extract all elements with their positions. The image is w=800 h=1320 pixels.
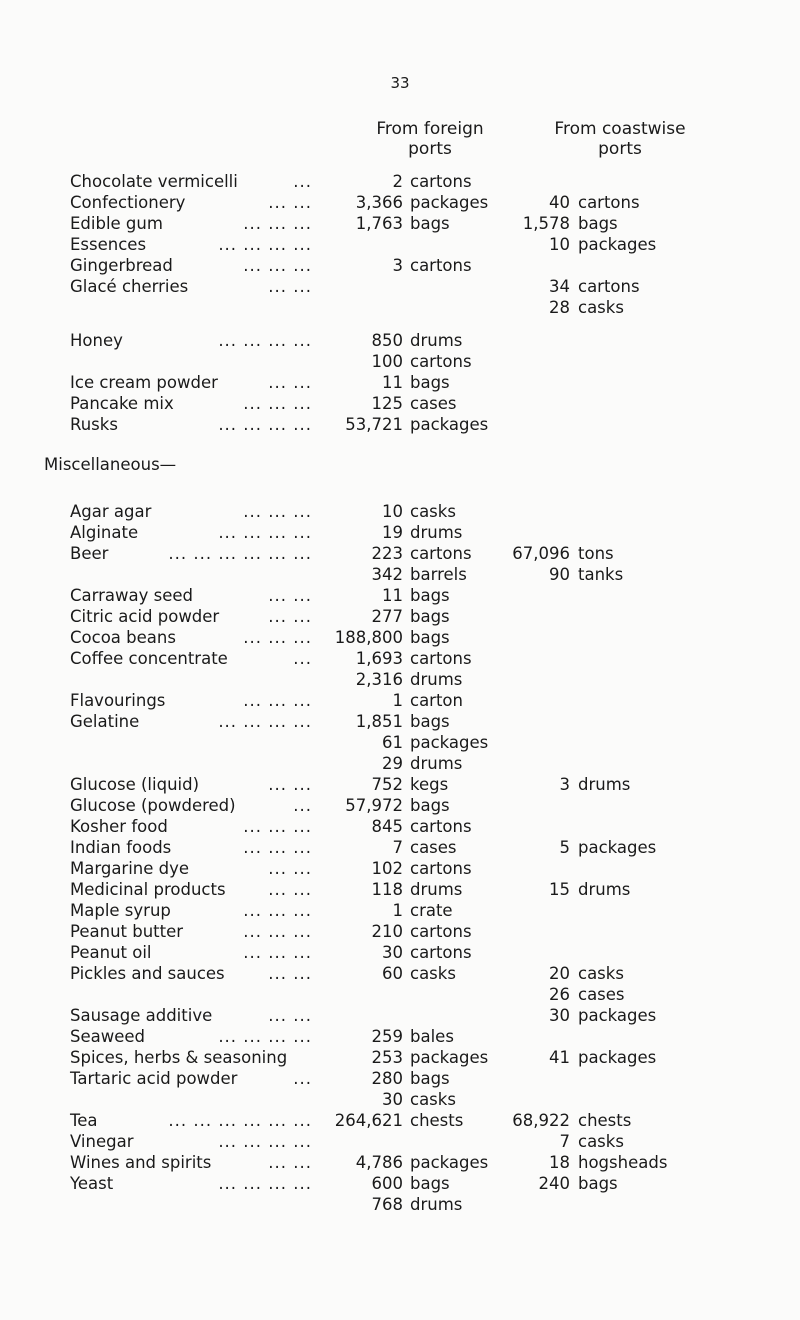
- foreign-unit: drums: [410, 331, 463, 350]
- leader-dots: ... ... ...: [243, 628, 312, 647]
- foreign-quantity: 768: [371, 1195, 403, 1214]
- foreign-unit: cartons: [410, 172, 472, 191]
- table-row: [0, 963, 800, 984]
- foreign-quantity: 210: [371, 922, 403, 941]
- item-label: Glucose (liquid): [70, 775, 200, 794]
- foreign-quantity: 19: [382, 523, 403, 542]
- foreign-quantity: 11: [382, 373, 403, 392]
- coastwise-unit: casks: [578, 1132, 624, 1151]
- coastwise-quantity: 30: [549, 1006, 570, 1025]
- leader-dots: ... ...: [268, 964, 312, 983]
- foreign-unit: cartons: [410, 256, 472, 275]
- foreign-quantity: 188,800: [334, 628, 403, 647]
- leader-dots: ... ... ...: [243, 943, 312, 962]
- leader-dots: ... ... ...: [243, 394, 312, 413]
- table-row: [0, 858, 800, 879]
- header-coastwise-ports: From coastwise ports: [554, 119, 686, 159]
- item-label: Medicinal products: [70, 880, 226, 899]
- coastwise-unit: chests: [578, 1111, 632, 1130]
- section-heading: Miscellaneous—: [44, 455, 177, 474]
- leader-dots: ...: [293, 796, 312, 815]
- coastwise-quantity: 1,578: [522, 214, 570, 233]
- leader-dots: ...: [293, 1069, 312, 1088]
- foreign-quantity: 752: [371, 775, 403, 794]
- table-row: [0, 585, 800, 606]
- leader-dots: ... ...: [268, 880, 312, 899]
- coastwise-unit: cases: [578, 985, 625, 1004]
- coastwise-quantity: 3: [559, 775, 570, 794]
- foreign-unit: drums: [410, 670, 463, 689]
- coastwise-unit: packages: [578, 1048, 657, 1067]
- leader-dots: ... ... ... ...: [218, 235, 312, 254]
- coastwise-unit: hogsheads: [578, 1153, 668, 1172]
- coastwise-quantity: 7: [559, 1132, 570, 1151]
- leader-dots: ... ... ...: [243, 922, 312, 941]
- foreign-quantity: 118: [371, 880, 403, 899]
- foreign-quantity: 60: [382, 964, 403, 983]
- foreign-quantity: 2,316: [355, 670, 403, 689]
- item-label: Cocoa beans: [70, 628, 176, 647]
- leader-dots: ... ... ...: [243, 691, 312, 710]
- item-label: Alginate: [70, 523, 139, 542]
- table-row: [0, 1194, 800, 1215]
- item-label: Kosher food: [70, 817, 168, 836]
- coastwise-quantity: 34: [549, 277, 570, 296]
- leader-dots: ... ... ... ...: [218, 1132, 312, 1151]
- leader-dots: ... ...: [268, 277, 312, 296]
- item-label: Seaweed: [70, 1027, 146, 1046]
- coastwise-quantity: 41: [549, 1048, 570, 1067]
- item-label: Edible gum: [70, 214, 163, 233]
- foreign-unit: packages: [410, 193, 489, 212]
- foreign-quantity: 259: [371, 1027, 403, 1046]
- table-row: [0, 1026, 800, 1047]
- table-row: [0, 234, 800, 255]
- table-row: [0, 942, 800, 963]
- coastwise-unit: bags: [578, 1174, 618, 1193]
- table-row: [0, 1131, 800, 1152]
- foreign-unit: bags: [410, 373, 450, 392]
- foreign-unit: bags: [410, 607, 450, 626]
- leader-dots: ... ... ... ...: [218, 1027, 312, 1046]
- foreign-quantity: 264,621: [334, 1111, 403, 1130]
- table-row: [0, 669, 800, 690]
- foreign-unit: packages: [410, 1153, 489, 1172]
- page-number: 33: [390, 74, 410, 92]
- coastwise-quantity: 20: [549, 964, 570, 983]
- foreign-quantity: 850: [371, 331, 403, 350]
- foreign-quantity: 61: [382, 733, 403, 752]
- foreign-quantity: 100: [371, 352, 403, 371]
- coastwise-unit: tanks: [578, 565, 624, 584]
- item-label: Gelatine: [70, 712, 140, 731]
- foreign-quantity: 1,851: [355, 712, 403, 731]
- table-row: [0, 213, 800, 234]
- foreign-unit: casks: [410, 964, 456, 983]
- item-label: Rusks: [70, 415, 118, 434]
- foreign-unit: bags: [410, 628, 450, 647]
- item-label: Peanut butter: [70, 922, 184, 941]
- foreign-quantity: 3,366: [355, 193, 403, 212]
- foreign-quantity: 11: [382, 586, 403, 605]
- leader-dots: ... ... ... ...: [218, 1174, 312, 1193]
- coastwise-unit: drums: [578, 775, 631, 794]
- item-label: Yeast: [70, 1174, 114, 1193]
- table-row: [0, 921, 800, 942]
- table-row: [0, 297, 800, 318]
- leader-dots: ... ...: [268, 1006, 312, 1025]
- foreign-quantity: 280: [371, 1069, 403, 1088]
- item-label: Pickles and sauces: [70, 964, 225, 983]
- leader-dots: ... ... ...: [243, 502, 312, 521]
- foreign-quantity: 600: [371, 1174, 403, 1193]
- table-row: [0, 372, 800, 393]
- foreign-unit: cartons: [410, 922, 472, 941]
- coastwise-quantity: 240: [538, 1174, 570, 1193]
- foreign-quantity: 10: [382, 502, 403, 521]
- coastwise-unit: tons: [578, 544, 614, 563]
- leader-dots: ... ...: [268, 859, 312, 878]
- item-label: Glacé cherries: [70, 277, 189, 296]
- coastwise-unit: casks: [578, 964, 624, 983]
- leader-dots: ...: [293, 172, 312, 191]
- coastwise-quantity: 10: [549, 235, 570, 254]
- foreign-quantity: 7: [392, 838, 403, 857]
- table-row: [0, 330, 800, 351]
- foreign-quantity: 102: [371, 859, 403, 878]
- leader-dots: ... ... ... ... ... ...: [168, 1111, 312, 1130]
- table-row: [0, 648, 800, 669]
- leader-dots: ... ...: [268, 1153, 312, 1172]
- foreign-unit: packages: [410, 733, 489, 752]
- foreign-quantity: 4,786: [355, 1153, 403, 1172]
- table-row: [0, 564, 800, 585]
- foreign-quantity: 3: [392, 256, 403, 275]
- foreign-quantity: 223: [371, 544, 403, 563]
- foreign-quantity: 1: [392, 691, 403, 710]
- table-row: [0, 837, 800, 858]
- foreign-quantity: 29: [382, 754, 403, 773]
- coastwise-unit: casks: [578, 298, 624, 317]
- coastwise-unit: packages: [578, 838, 657, 857]
- item-label: Chocolate vermicelli: [70, 172, 238, 191]
- table-row: [0, 732, 800, 753]
- foreign-quantity: 253: [371, 1048, 403, 1067]
- foreign-quantity: 1: [392, 901, 403, 920]
- item-label: Carraway seed: [70, 586, 194, 605]
- leader-dots: ... ...: [268, 373, 312, 392]
- item-label: Tartaric acid powder: [70, 1069, 238, 1088]
- item-label: Spices, herbs & seasoning: [70, 1048, 288, 1067]
- foreign-quantity: 30: [382, 943, 403, 962]
- coastwise-unit: cartons: [578, 277, 640, 296]
- header-foreign-ports: From foreign ports: [376, 119, 484, 159]
- foreign-unit: drums: [410, 523, 463, 542]
- item-label: Wines and spirits: [70, 1153, 212, 1172]
- table-row: [0, 1089, 800, 1110]
- coastwise-quantity: 67,096: [512, 544, 570, 563]
- item-label: Tea: [70, 1111, 98, 1130]
- foreign-quantity: 845: [371, 817, 403, 836]
- table-row: [0, 606, 800, 627]
- item-label: Indian foods: [70, 838, 172, 857]
- foreign-unit: cartons: [410, 649, 472, 668]
- item-label: Confectionery: [70, 193, 186, 212]
- foreign-unit: bales: [410, 1027, 454, 1046]
- leader-dots: ... ...: [268, 586, 312, 605]
- leader-dots: ... ... ...: [243, 838, 312, 857]
- leader-dots: ... ... ... ...: [218, 415, 312, 434]
- coastwise-quantity: 5: [559, 838, 570, 857]
- item-label: Sausage additive: [70, 1006, 213, 1025]
- coastwise-unit: packages: [578, 1006, 657, 1025]
- item-label: Peanut oil: [70, 943, 152, 962]
- foreign-unit: packages: [410, 1048, 489, 1067]
- table-row: [0, 501, 800, 522]
- foreign-quantity: 125: [371, 394, 403, 413]
- table-row: [0, 1047, 800, 1068]
- item-label: Gingerbread: [70, 256, 173, 275]
- table-row: [0, 1152, 800, 1173]
- foreign-unit: bags: [410, 214, 450, 233]
- foreign-quantity: 277: [371, 607, 403, 626]
- item-label: Agar agar: [70, 502, 152, 521]
- item-label: Maple syrup: [70, 901, 171, 920]
- item-label: Vinegar: [70, 1132, 134, 1151]
- table-row: [0, 690, 800, 711]
- foreign-unit: drums: [410, 1195, 463, 1214]
- coastwise-quantity: 15: [549, 880, 570, 899]
- item-label: Pancake mix: [70, 394, 174, 413]
- leader-dots: ... ... ... ...: [218, 712, 312, 731]
- item-label: Flavourings: [70, 691, 166, 710]
- import-table: [0, 171, 800, 1215]
- foreign-unit: carton: [410, 691, 463, 710]
- foreign-quantity: 342: [371, 565, 403, 584]
- foreign-unit: cartons: [410, 943, 472, 962]
- table-row: [0, 1110, 800, 1131]
- coastwise-quantity: 40: [549, 193, 570, 212]
- item-label: Coffee concentrate: [70, 649, 228, 668]
- foreign-unit: bags: [410, 586, 450, 605]
- table-row: [0, 879, 800, 900]
- item-label: Citric acid powder: [70, 607, 220, 626]
- item-label: Ice cream powder: [70, 373, 218, 392]
- foreign-unit: cases: [410, 394, 457, 413]
- coastwise-quantity: 68,922: [512, 1111, 570, 1130]
- table-row: [0, 1005, 800, 1026]
- foreign-unit: drums: [410, 880, 463, 899]
- foreign-quantity: 2: [392, 172, 403, 191]
- foreign-quantity: 53,721: [345, 415, 403, 434]
- leader-dots: ... ... ... ... ... ...: [168, 544, 312, 563]
- coastwise-unit: packages: [578, 235, 657, 254]
- foreign-unit: bags: [410, 712, 450, 731]
- coastwise-quantity: 90: [549, 565, 570, 584]
- item-label: Essences: [70, 235, 147, 254]
- table-row: [0, 522, 800, 543]
- leader-dots: ... ... ...: [243, 214, 312, 233]
- leader-dots: ...: [293, 649, 312, 668]
- foreign-unit: cartons: [410, 352, 472, 371]
- table-row: [0, 753, 800, 774]
- table-row: [0, 276, 800, 297]
- leader-dots: ... ... ...: [243, 901, 312, 920]
- foreign-unit: crate: [410, 901, 453, 920]
- foreign-unit: bags: [410, 1174, 450, 1193]
- foreign-unit: packages: [410, 415, 489, 434]
- foreign-unit: drums: [410, 754, 463, 773]
- foreign-quantity: 30: [382, 1090, 403, 1109]
- coastwise-quantity: 18: [549, 1153, 570, 1172]
- leader-dots: ... ...: [268, 775, 312, 794]
- table-row: [0, 171, 800, 192]
- foreign-unit: cases: [410, 838, 457, 857]
- foreign-quantity: 57,972: [345, 796, 403, 815]
- section-heading-row: [0, 454, 800, 475]
- coastwise-unit: drums: [578, 880, 631, 899]
- foreign-unit: barrels: [410, 565, 467, 584]
- item-label: Margarine dye: [70, 859, 190, 878]
- foreign-unit: bags: [410, 1069, 450, 1088]
- foreign-unit: chests: [410, 1111, 464, 1130]
- foreign-unit: casks: [410, 502, 456, 521]
- table-row: [0, 711, 800, 732]
- foreign-unit: bags: [410, 796, 450, 815]
- foreign-unit: casks: [410, 1090, 456, 1109]
- table-row: [0, 192, 800, 213]
- leader-dots: ... ... ...: [243, 817, 312, 836]
- foreign-unit: cartons: [410, 859, 472, 878]
- foreign-quantity: 1,763: [355, 214, 403, 233]
- table-row: [0, 351, 800, 372]
- table-row: [0, 774, 800, 795]
- table-row: [0, 984, 800, 1005]
- table-row: [0, 900, 800, 921]
- item-label: Honey: [70, 331, 123, 350]
- table-row: [0, 795, 800, 816]
- table-row: [0, 255, 800, 276]
- table-row: [0, 1068, 800, 1089]
- foreign-unit: kegs: [410, 775, 449, 794]
- table-row: [0, 414, 800, 435]
- foreign-unit: cartons: [410, 817, 472, 836]
- coastwise-quantity: 28: [549, 298, 570, 317]
- foreign-unit: cartons: [410, 544, 472, 563]
- coastwise-unit: cartons: [578, 193, 640, 212]
- item-label: Beer: [70, 544, 109, 563]
- leader-dots: ... ... ...: [243, 256, 312, 275]
- coastwise-quantity: 26: [549, 985, 570, 1004]
- table-row: [0, 543, 800, 564]
- item-label: Glucose (powdered): [70, 796, 236, 815]
- leader-dots: ... ...: [268, 193, 312, 212]
- table-row: [0, 816, 800, 837]
- leader-dots: ... ... ... ...: [218, 331, 312, 350]
- leader-dots: ... ... ... ...: [218, 523, 312, 542]
- leader-dots: ... ...: [268, 607, 312, 626]
- table-row: [0, 627, 800, 648]
- table-row: [0, 393, 800, 414]
- table-row: [0, 1173, 800, 1194]
- coastwise-unit: bags: [578, 214, 618, 233]
- foreign-quantity: 1,693: [355, 649, 403, 668]
